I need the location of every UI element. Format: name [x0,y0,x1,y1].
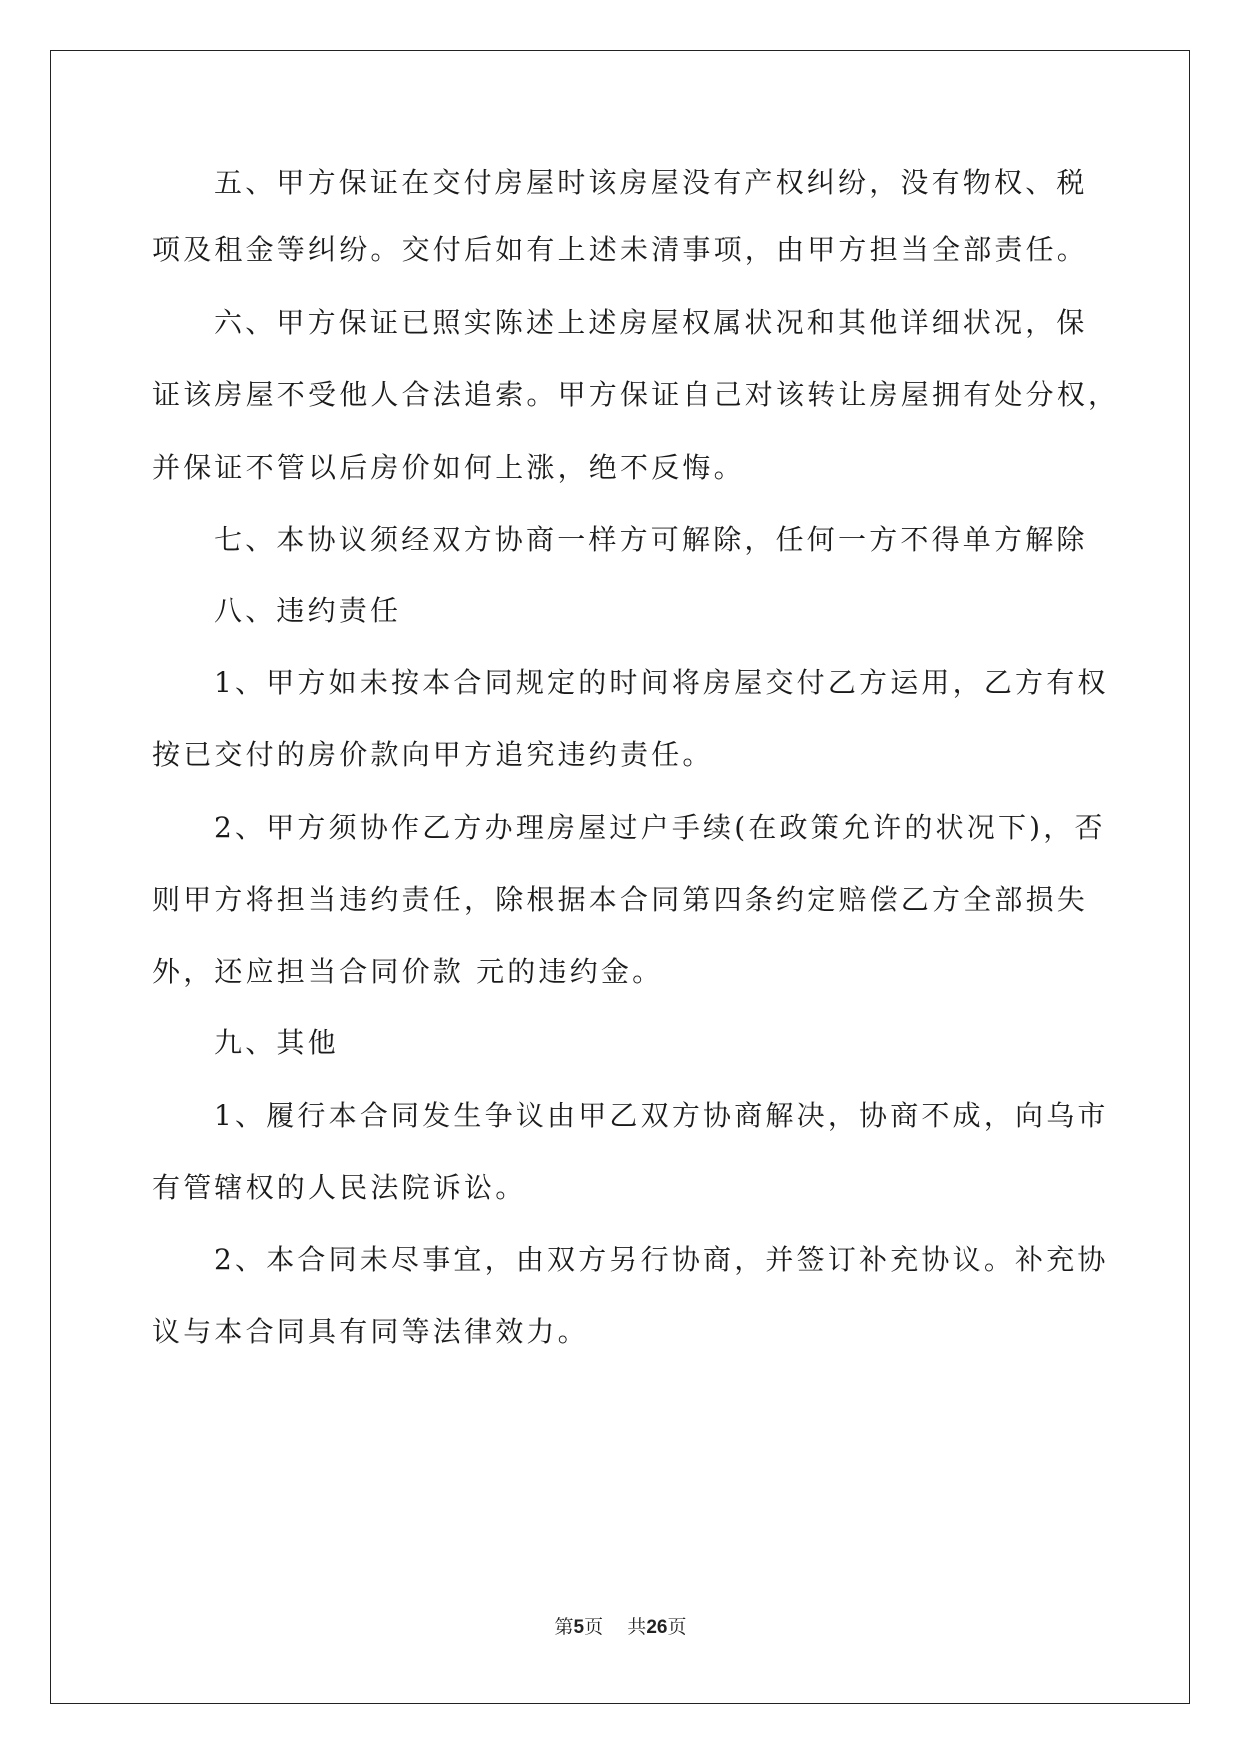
paragraph-line: 七、本协议须经双方协商一样方可解除，任何一方不得单方解除 [214,523,1088,556]
paragraph-line: 2、甲方须协作乙方办理房屋过户手续(在政策允许的状况下)，否 [214,811,1106,844]
page-number: 5 [573,1617,585,1638]
paragraph-line: 1、甲方如未按本合同规定的时间将房屋交付乙方运用，乙方有权 [214,666,1109,699]
paragraph-line: 项及租金等纠纷。交付后如有上述未清事项，由甲方担当全部责任。 [152,233,1089,266]
footer-prefix: 第 [554,1616,574,1638]
paragraph-line: 并保证不管以后房价如何上涨，绝不反悔。 [152,451,745,484]
footer-total-suffix: 页 [667,1616,687,1638]
footer-page-suffix: 页 [584,1616,604,1638]
paragraph-line: 则甲方将担当违约责任，除根据本合同第四条约定赔偿乙方全部损失 [152,883,1089,916]
footer-total-prefix: 共 [627,1616,647,1638]
page-footer [0,1612,1241,1639]
paragraph-line: 按已交付的房价款向甲方追究违约责任。 [152,738,714,771]
section-heading: 八、违约责任 [214,594,402,627]
paragraph-line: 议与本合同具有同等法律效力。 [152,1315,589,1348]
paragraph-line: 1、履行本合同发生争议由甲乙双方协商解决，协商不成，向乌市 [214,1099,1109,1132]
paragraph-line: 六、甲方保证已照实陈述上述房屋权属状况和其他详细状况，保 [214,306,1088,339]
page-frame [50,50,1190,1704]
paragraph-line: 外，还应担当合同价款 元的违约金。 [152,955,664,988]
paragraph-line: 五、甲方保证在交付房屋时该房屋没有产权纠纷，没有物权、税 [214,166,1088,199]
section-heading: 九、其他 [214,1026,339,1059]
paragraph-line: 有管辖权的人民法院诉讼。 [152,1171,527,1204]
paragraph-line: 2、本合同未尽事宜，由双方另行协商，并签订补充协议。补充协 [214,1243,1109,1276]
paragraph-line: 证该房屋不受他人合法追索。甲方保证自己对该转让房屋拥有处分权， [152,378,1120,411]
total-pages: 26 [646,1617,668,1638]
